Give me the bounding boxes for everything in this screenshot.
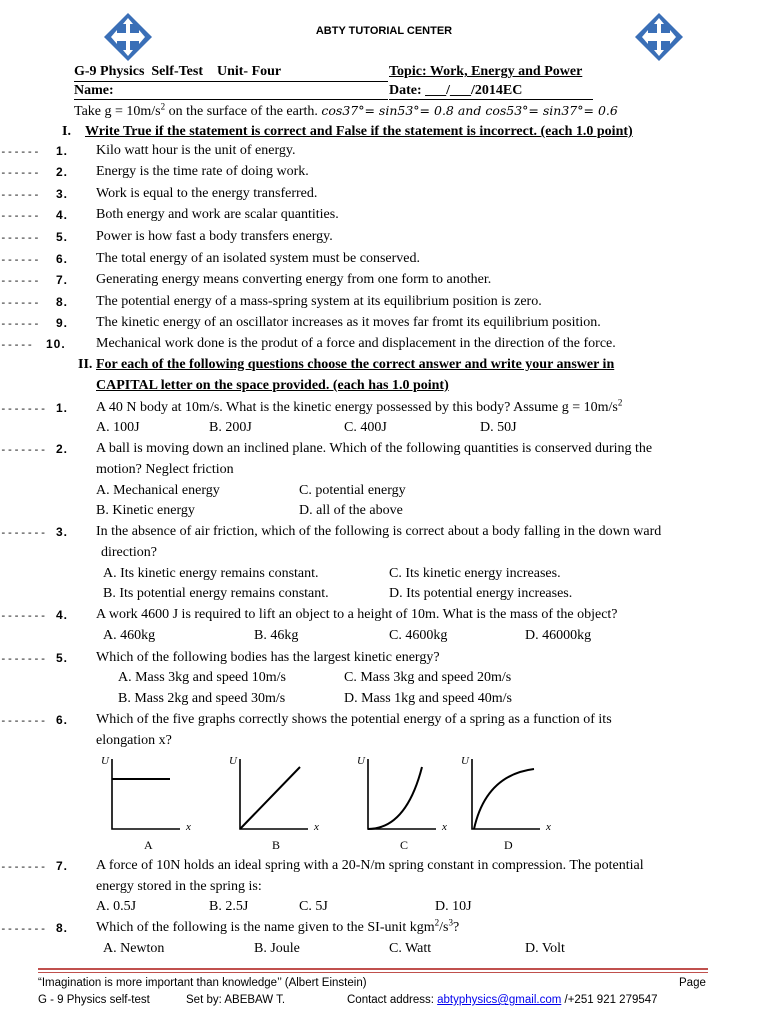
given-mid: on the surface of the earth. (165, 104, 322, 119)
option-b: B. 2.5J (209, 899, 249, 914)
question-text-cont: motion? Neglect friction (96, 462, 234, 477)
section1-title: Write True if the statement is correct and False if the statement is incorrect. (each 1.0 point) (85, 124, 633, 139)
answer-blank[interactable]: ------- (0, 922, 47, 935)
graph-curve (240, 767, 300, 829)
graph-y-label: U (101, 755, 109, 767)
question-text: Power is how fast a body transfers energy. (96, 229, 333, 244)
graph-y-label: U (229, 755, 237, 767)
question-text: Kilo watt hour is the unit of energy. (96, 143, 296, 158)
footer-course: G - 9 Physics self-test (38, 994, 150, 1006)
tf-question-7 (0, 272, 768, 293)
topic: Topic: Work, Energy and Power (389, 64, 583, 79)
option-d: D. 50J (480, 420, 517, 435)
question-number: 5. (56, 651, 69, 665)
question-text-pre: Which of the following is the name given to the SI-unit kgm (96, 920, 435, 935)
tf-question-4 (0, 207, 768, 228)
given-math: cos37°= sin53°= 0.8 and cos53°= sin37°= 0.6 (321, 103, 618, 118)
mc-question-7 (0, 858, 768, 879)
question-number: 1. (56, 144, 69, 158)
option-d: D. Mass 1kg and speed 40m/s (344, 691, 512, 706)
question-text-mid: /s (439, 920, 449, 935)
question-text: Generating energy means converting energy from one form to another. (96, 272, 492, 287)
graph-axes (112, 759, 180, 829)
answer-blank[interactable]: ------ (0, 231, 40, 244)
option-b: B. 200J (209, 420, 252, 435)
question-number: 2. (56, 165, 69, 179)
contact-label: Contact address: (347, 994, 438, 1006)
mc-question-6 (0, 712, 768, 733)
question-text: Energy is the time rate of doing work. (96, 164, 309, 179)
graph-option-label: A (144, 838, 153, 852)
option-d: D. 46000kg (525, 628, 592, 643)
graph-y-label: U (461, 755, 469, 767)
question-text-sup: 2 (617, 397, 623, 408)
question-number: 1. (56, 401, 69, 415)
footer-rule (38, 968, 708, 970)
tf-question-5 (0, 229, 768, 250)
question-text: In the absence of air friction, which of the following is correct about a body falling in the down ward (96, 524, 662, 539)
answer-blank[interactable]: ------ (0, 317, 40, 330)
graph-curve (368, 767, 422, 829)
option-b: B. 46kg (254, 628, 299, 643)
graph-x-label: x (186, 821, 191, 833)
question-text: Both energy and work are scalar quantities. (96, 207, 339, 222)
graph-b (228, 755, 338, 837)
option-d: D. Volt (525, 941, 565, 956)
tf-question-3 (0, 186, 768, 207)
option-c: C. Mass 3kg and speed 20m/s (344, 670, 512, 685)
section2-roman: II. (78, 357, 93, 372)
question-text: The potential energy of a mass-spring system at its equilibrium position is zero. (96, 294, 542, 309)
graph-option-label: B (272, 838, 281, 852)
option-a: A. Newton (103, 941, 165, 956)
option-a: A. Mechanical energy (96, 483, 220, 498)
option-d: D. all of the above (299, 503, 403, 518)
question-text-sup1: 2 (434, 917, 440, 928)
answer-blank[interactable]: ------ (0, 209, 40, 222)
mc-question-1 (0, 397, 768, 421)
mc-question-5 (0, 650, 768, 671)
answer-blank[interactable]: ------- (0, 402, 47, 415)
tf-question-2 (0, 164, 768, 185)
question-number: 3. (56, 525, 69, 539)
option-b: B. Its potential energy remains constant. (103, 586, 329, 601)
question-text (96, 917, 460, 936)
option-d: D. 10J (435, 899, 472, 914)
mc-question-8 (0, 917, 768, 941)
tf-question-8 (0, 294, 768, 315)
course-title (74, 64, 388, 82)
question-number: 10. (46, 337, 66, 351)
answer-blank[interactable]: ------- (0, 443, 47, 456)
graph-x-label: x (442, 821, 447, 833)
given-values (74, 103, 618, 120)
question-text: A ball is moving down an inclined plane. Which of the following quantities is conserved during the (96, 441, 653, 456)
option-a: A. Mass 3kg and speed 10m/s (118, 670, 286, 685)
given-prefix: Take g = 10m/s (74, 104, 161, 119)
section1-roman: I. (62, 124, 71, 139)
question-number: 8. (56, 921, 69, 935)
question-number: 6. (56, 252, 69, 266)
tf-question-10 (0, 336, 768, 357)
question-text: The total energy of an isolated system must be conserved. (96, 251, 420, 266)
question-number: 4. (56, 208, 69, 222)
graph-y-label: U (357, 755, 365, 767)
option-b: B. Kinetic energy (96, 503, 195, 518)
question-text: Mechanical work done is the produt of a force and displacement in the direction of the force. (96, 336, 616, 351)
tf-question-9 (0, 315, 768, 336)
mc-question-4 (0, 607, 768, 628)
name-label: Name: (74, 83, 114, 98)
question-text-cont: elongation x? (96, 733, 172, 748)
question-number: 5. (56, 230, 69, 244)
graph-option-label: D (504, 838, 513, 852)
option-b: B. Joule (254, 941, 300, 956)
graph-d (460, 755, 570, 837)
phone: /+251 921 279547 (561, 994, 658, 1006)
email-link[interactable]: abtyphysics@gmail.com (437, 994, 562, 1006)
question-text: A work 4600 J is required to lift an object to a height of 10m. What is the mass of the object? (96, 607, 618, 622)
answer-blank[interactable]: ------ (0, 188, 40, 201)
footer-contact (347, 994, 658, 1006)
answer-blank[interactable]: ------ (0, 253, 40, 266)
question-text-sup2: 3 (448, 917, 454, 928)
center-title: ABTY TUTORIAL CENTER (315, 25, 453, 37)
answer-blank[interactable]: ------ (0, 296, 40, 309)
answer-blank[interactable]: ------- (0, 526, 47, 539)
question-text: A force of 10N holds an ideal spring with a 20-N/m spring constant in compression. The potential (96, 858, 644, 873)
option-a: A. 0.5J (96, 899, 137, 914)
graph-x-label: x (546, 821, 551, 833)
question-number: 9. (56, 316, 69, 330)
question-text-cont: energy stored in the spring is: (96, 879, 262, 894)
answer-blank[interactable]: ------- (0, 860, 47, 873)
graph-axes (368, 759, 436, 829)
option-c: C. 5J (299, 899, 328, 914)
question-number: 8. (56, 295, 69, 309)
footer-quote: “Imagination is more important than knowledge’’ (Albert Einstein) (38, 977, 367, 989)
name-field[interactable] (74, 83, 388, 100)
answer-blank[interactable]: ------- (0, 652, 47, 665)
question-text: Which of the five graphs correctly shows the potential energy of a spring as a function of its (96, 712, 612, 727)
option-b: B. Mass 2kg and speed 30m/s (118, 691, 286, 706)
question-number: 7. (56, 859, 69, 873)
question-text: The kinetic energy of an oscillator increases as it moves far fromt its equilibrium position. (96, 315, 601, 330)
option-c: C. 4600kg (389, 628, 448, 643)
footer-rule-thin (38, 972, 708, 973)
question-number: 7. (56, 273, 69, 287)
section2-title-line1: For each of the following questions choose the correct answer and write your answer in (96, 357, 615, 372)
option-a: A. Its kinetic energy remains constant. (103, 566, 319, 581)
answer-blank[interactable]: ------- (0, 609, 47, 622)
question-number: 6. (56, 713, 69, 727)
question-text: Which of the following bodies has the largest kinetic energy? (96, 650, 440, 665)
option-a: A. 460kg (103, 628, 156, 643)
graph-c (356, 755, 466, 837)
tf-question-6 (0, 251, 768, 272)
date-label: Date: ___/___/2014EC (389, 83, 523, 98)
footer-page: Page (679, 977, 706, 989)
answer-blank[interactable]: ------- (0, 714, 47, 727)
question-text: Work is equal to the energy transferred. (96, 186, 318, 201)
graph-curve (474, 769, 534, 829)
footer-setby: Set by: ABEBAW T. (186, 994, 286, 1006)
question-text-main: A 40 N body at 10m/s. What is the kinetic energy possessed by this body? Assume g = 10m/s (96, 400, 618, 415)
option-c: C. Its kinetic energy increases. (389, 566, 561, 581)
answer-blank[interactable]: ------ (0, 145, 40, 158)
left-logo-icon (103, 12, 153, 62)
question-number: 3. (56, 187, 69, 201)
option-c: C. potential energy (299, 483, 406, 498)
tf-question-1 (0, 143, 768, 164)
graph-x-label: x (314, 821, 319, 833)
mc-question-2 (0, 441, 768, 462)
option-c: C. Watt (389, 941, 432, 956)
question-text-post: ? (453, 920, 460, 935)
question-text-cont: direction? (101, 545, 157, 560)
answer-blank[interactable]: ------ (0, 274, 40, 287)
question-number: 4. (56, 608, 69, 622)
mc-question-3 (0, 524, 768, 545)
date-field[interactable] (389, 83, 593, 100)
answer-blank[interactable]: ----- (0, 338, 34, 351)
graph-a (100, 755, 210, 837)
course-label: G-9 Physics Self-Test Unit- Four (74, 64, 282, 79)
given-sup: 2 (160, 101, 166, 112)
question-text (96, 397, 623, 416)
answer-blank[interactable]: ------ (0, 166, 40, 179)
option-c: C. 400J (344, 420, 387, 435)
graph-option-label: C (400, 838, 409, 852)
right-logo-icon (634, 12, 684, 62)
option-a: A. 100J (96, 420, 140, 435)
option-d: D. Its potential energy increases. (389, 586, 573, 601)
section2-title-line2: CAPITAL letter on the space provided. (each has 1.0 point) (96, 378, 449, 393)
question-number: 2. (56, 442, 69, 456)
